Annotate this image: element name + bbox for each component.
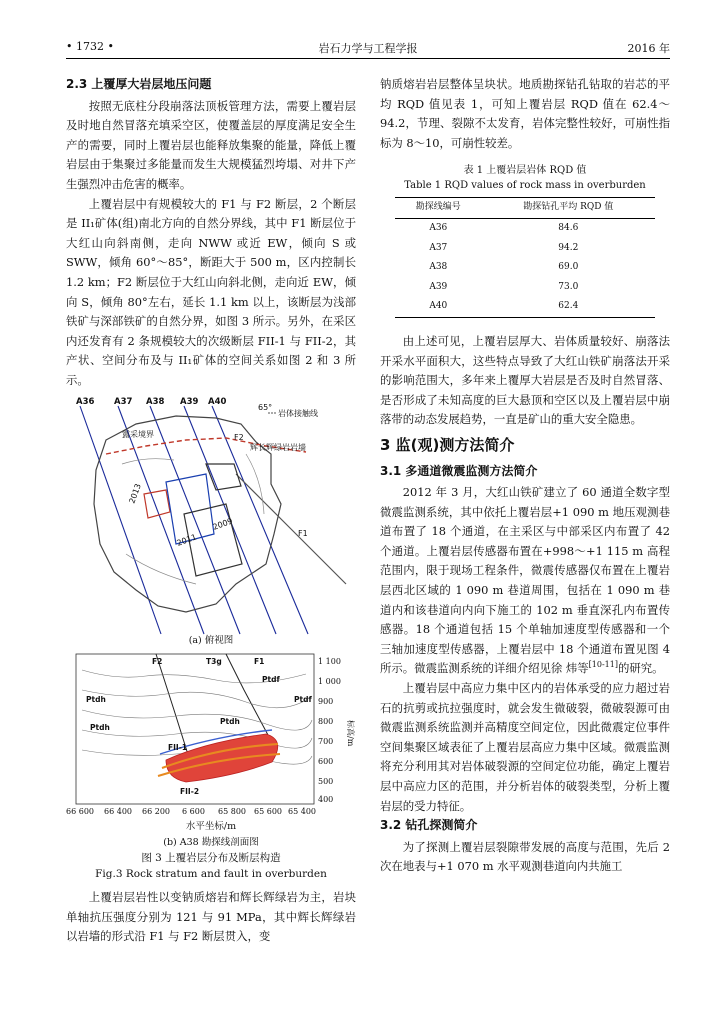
paragraph: 上覆岩层中高应力集中区内的岩体承受的应力超过岩石的抗剪或抗拉强度时，就会发生微破裂，微破裂源可由微震监测系统监测并高精度空间定位，因此微震定位事件空间集聚区域表征了上覆岩层高应力集中区域。微震监测将充分利用其对岩体破裂源的空间定位功能，确定上覆岩层中高应力区的范围，并分析岩体的破裂类型，分析上覆岩层的受力特征。	[380, 681, 670, 813]
citation-ref[interactable]: [10-11]	[588, 660, 618, 670]
left-column-bottom	[66, 888, 356, 947]
left-column	[66, 75, 356, 391]
x-tick: 6 600	[182, 807, 205, 816]
line-label-a39: A39	[180, 397, 199, 407]
table-row	[395, 239, 655, 259]
section-label-ptdf-1: Ptdf	[262, 675, 280, 684]
elev-tick: 800	[318, 717, 334, 726]
table-cell: A37	[429, 242, 448, 253]
elev-tick: 1 000	[318, 677, 341, 686]
table-cell: A40	[395, 297, 482, 317]
elev-tick: 600	[318, 757, 334, 766]
section-label-ptdh-2: Ptdh	[90, 723, 110, 732]
paragraph	[380, 483, 670, 679]
line-label-a37: A37	[114, 397, 133, 407]
section-2-3-heading: 2.3 上覆厚大岩层地压问题	[66, 77, 212, 91]
elev-tick: 1 100	[318, 657, 341, 666]
x-tick: 65 800	[218, 807, 246, 816]
section-label-f2: F2	[152, 657, 163, 666]
fault-f2-label: F2	[234, 433, 244, 442]
table-cell: A39	[429, 281, 448, 292]
figure-3b-caption: (b) A38 勘探线剖面图	[163, 837, 259, 848]
header-rule	[66, 58, 670, 59]
table-header-cell: 勘探线编号	[395, 198, 482, 219]
elev-tick: 500	[318, 777, 334, 786]
elev-tick: 700	[318, 737, 334, 746]
section-label-fii-2: FII-2	[180, 787, 200, 796]
journal-year: 2016 年	[627, 42, 670, 55]
dike-label: 辉长辉绿岩岩墙	[250, 443, 306, 452]
mining-block-upper	[206, 464, 241, 490]
table-1	[395, 197, 655, 318]
running-header	[66, 40, 670, 58]
section-label-f1: F1	[254, 657, 265, 666]
figure-3a-caption: (a) 俯视图	[188, 635, 234, 646]
paragraph-text: 的研究。	[617, 661, 664, 676]
paragraph-text: 2012 年 3 月，大红山铁矿建立了 60 通道全数字型微震监测系统，其中依托上覆岩层+1 090 m 地压观测巷道布置了 18 个通道，在主采区与中部采区内布置了 42 个通道。上覆岩层传感器布置在+998～+1 115 m 高程范围内，限于现场工程条件，微震传感器仅布置在上覆岩层西北区域的 1 090 m 巷道周围，包括在 1 090 m 巷道内和该巷道向内向下施工的 102 m 垂直深孔内布置传感器。18 个通道包括 15 个单轴加速度型传感器和一个三轴加速度型传感器，上覆岩层中 18 个通道布置见图 4 所示。微震监测系统的详细介绍见徐 炜等	[380, 485, 670, 676]
zone-2011-label: 2011	[175, 532, 198, 548]
table-1-caption-cn: 表 1 上覆岩层岩体 RQD 值	[463, 165, 587, 177]
table-cell: 73.0	[558, 281, 579, 292]
table-cell: 69.0	[558, 262, 579, 273]
figure-3-caption-cn: 图 3 上覆岩层分布及断层构造	[141, 852, 281, 864]
x-tick: 65 600	[254, 807, 282, 816]
paragraph: 按照无底柱分段崩落法顶板管理方法，需要上覆岩层及时地自然冒落充填采空区，使覆盖层的厚度满足安全生产的需要，同时上覆岩层也能释放集聚的能量，降低上覆岩层由于集聚过多能量而发生大规模猛烈垮塌、对井下产生强烈冲击危害的概率。	[66, 98, 356, 191]
x-tick: 65 400	[288, 807, 316, 816]
zone-2013-label: 2013	[127, 482, 143, 505]
x-tick: 66 600	[66, 807, 94, 816]
line-label-a40: A40	[208, 397, 227, 407]
table-cell: 84.6	[558, 222, 579, 233]
section-label-ptdf-2: Ptdf	[294, 695, 312, 704]
line-label-a36: A36	[76, 397, 95, 407]
figure-3b-section-view	[66, 650, 356, 820]
table-cell: 94.2	[558, 242, 579, 253]
table-header-cell: 勘探钻孔平均 RQD 值	[482, 198, 655, 219]
section-3-2-heading: 3.2 钻孔探测简介	[380, 818, 478, 833]
right-column	[380, 75, 670, 877]
elevation-axis-title: 标高/m	[346, 720, 355, 747]
mining-block-2013	[144, 490, 170, 518]
section-line-a37	[118, 406, 204, 634]
fault-f1-label: F1	[298, 529, 308, 538]
line-label-a38: A38	[146, 397, 165, 407]
page-number: • 1732 •	[66, 40, 114, 53]
fault-f1-line	[236, 474, 346, 584]
x-tick: 66 200	[142, 807, 170, 816]
table-cell: A38	[429, 262, 448, 273]
paragraph: 为了探测上覆岩层裂隙带发展的高度与范围，先后 2 次在地表与+1 070 m 水平观测巷道向内共施工	[380, 839, 670, 874]
figure-3a-plan-view	[66, 394, 356, 639]
journal-name: 岩石力学与工程学报	[318, 42, 418, 55]
open-pit-label: 露采境界	[122, 430, 154, 439]
table-cell: A36	[429, 222, 448, 233]
x-tick: 66 400	[104, 807, 132, 816]
section-3-heading: 3 监(观)测方法简介	[380, 435, 515, 454]
paragraph: 上覆岩层岩性以变钠质熔岩和辉长辉绿岩为主，岩块单轴抗压强度分别为 121 与 91 MPa，其中辉长辉绿岩以岩墙的形式沿 F1 与 F2 断层贯入，变	[66, 890, 356, 944]
paragraph: 钠质熔岩岩层整体呈块状。地质勘探钻孔钻取的岩芯的平均 RQD 值见表 1，可知上覆岩层 RQD 值在 62.4～94.2，节理、裂隙不太发育，岩体完整性较好，可崩性指标为 8～10，可崩性较差。	[380, 77, 670, 150]
x-axis-title: 水平坐标/m	[185, 821, 237, 832]
paragraph: 上覆岩层中有规模较大的 F1 与 F2 断层，2 个断层是 II₁矿体(组)南北方向的自然分界线，其中 F1 断层位于大红山向斜南侧，走向 NWW 或近 EW，倾向 S 或 SWW，倾角 60°～85°，断距大于 500 m，区内控制长 1.2 km；F2 断层位于大红山向斜北侧，走向近 EW，倾向 S，倾角 80°左右，延长 1.1 km 以上，该断层为浅部铁矿与深部铁矿的自然分界，如图 3 所示。另外，在采区内还发育有 2 条规模较大的次级断层 FII-1 与 FII-2，其产状、空间分布及与 II₁矿体的空间关系如图 2 和 3 所示。	[66, 196, 356, 387]
figure-3-caption-en: Fig.3 Rock stratum and fault in overburden	[95, 868, 327, 880]
section-label-ptdh-3: Ptdh	[220, 717, 240, 726]
section-label-ptdh-1: Ptdh	[86, 695, 106, 704]
table-1-caption-en: Table 1 RQD values of rock mass in overburden	[404, 180, 646, 192]
figure-3	[66, 394, 356, 880]
table-cell: 62.4	[482, 297, 655, 317]
elev-tick: 400	[318, 795, 334, 804]
section-label-t3g: T3g	[206, 657, 222, 666]
paragraph: 由上述可见，上覆岩层厚大、岩体质量较好、崩落法开采水平面积大，这些特点导致了大红山铁矿崩落法开采的影响范围大，多年来上覆厚大岩层是否及时自然冒落、是否形成了未知高度的巨大悬顶和空区以及上覆岩层中崩落带的动态发展趋势，一直是矿山的重大安全隐患。	[380, 333, 670, 427]
table-row	[395, 218, 655, 238]
elev-tick: 900	[318, 697, 334, 706]
dip-angle-label: 65°	[258, 403, 273, 412]
table-row	[395, 278, 655, 298]
section-3-1-heading: 3.1 多通道微震监测方法简介	[380, 463, 538, 478]
section-label-fii-1: FII-1	[168, 743, 188, 752]
zone-2009-label: 2009	[211, 516, 234, 532]
legend-contact-label: 岩体接触线	[278, 409, 318, 418]
table-row	[395, 297, 655, 317]
table-row	[395, 258, 655, 278]
